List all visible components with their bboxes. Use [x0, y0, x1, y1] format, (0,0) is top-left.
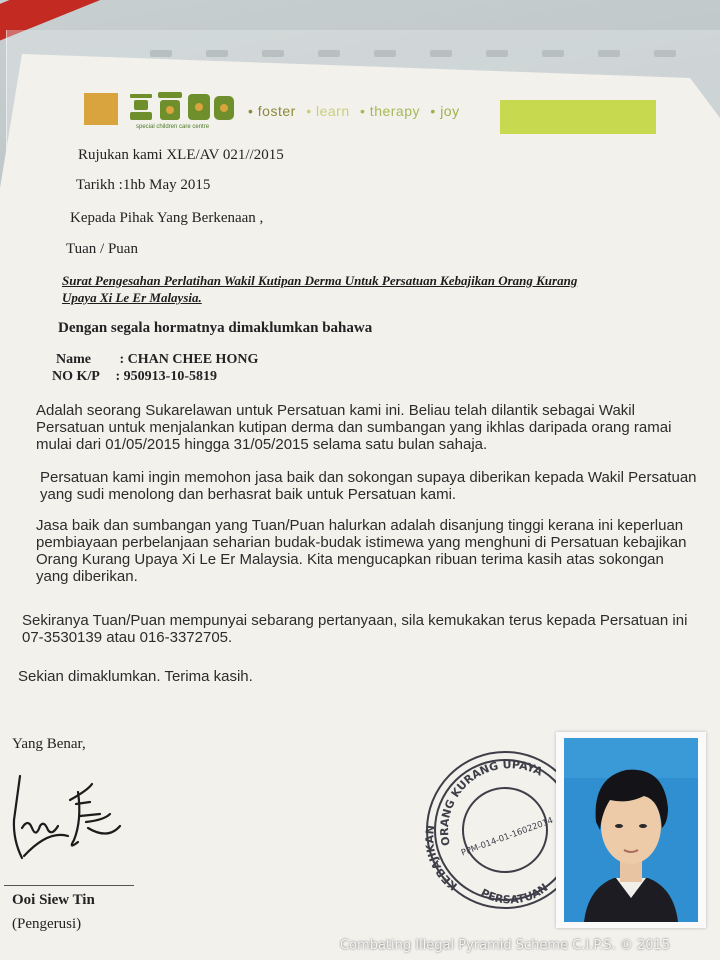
salutation: Tuan / Puan [66, 241, 138, 257]
paragraph-5 [18, 668, 678, 685]
name-label: Name [56, 352, 91, 367]
watermark: Combating Illegal Pyramid Scheme C.I.P.S. © 2015 [340, 938, 671, 953]
paragraph-line: Persatuan kami ingin memohon jasa baik dan sokongan supaya diberikan kepada Wakil Persatuan [40, 469, 697, 486]
letter-date: Tarikh :1hb May 2015 [76, 177, 211, 193]
stamp-bottom-text: PERSATUAN [478, 881, 551, 907]
logo-subtitle: special children care centre [136, 124, 210, 130]
tag-therapy: • therapy [360, 103, 421, 119]
tag-learn: • learn [306, 103, 350, 119]
paragraph-line: pembiayaan perbelanjaan seharian budak-budak istimewa yang menghuni di Persatuan kebajikan [36, 534, 687, 551]
handwritten-signature [8, 770, 138, 870]
logo-square [84, 93, 118, 125]
subject-line-1: Surat Pengesahan Perlatihan Wakil Kutipan Derma Untuk Persatuan Kebajikan Orang Kurang [62, 273, 578, 288]
id-row [52, 369, 217, 385]
closing: Yang Benar, [12, 736, 86, 752]
signatory-name: Ooi Siew Tin [12, 892, 95, 908]
stamp-registration-number: PPM-014-01-16022014 [459, 815, 555, 859]
paragraph-2 [40, 469, 700, 503]
subject-line-2: Upaya Xi Le Er Malaysia. [62, 290, 202, 305]
paragraph-line: Sekian dimaklumkan. Terima kasih. [18, 668, 253, 685]
paragraph-line: mulai dari 01/05/2015 hingga 31/05/2015 selama satu bulan sahaja. [36, 436, 488, 453]
reference-number: Rujukan kami XLE/AV 021//2015 [78, 147, 284, 163]
paragraph-3 [36, 517, 696, 585]
paragraph-line: yang sudi menolong dan berhasrat baik untuk Persatuan kami. [40, 486, 457, 503]
organization-logo [128, 90, 238, 124]
name-value: : CHAN CHEE HONG [119, 352, 259, 367]
stamp-left-text: KEBAJIKAN [423, 824, 460, 893]
intro-line: Dengan segala hormatnya dimaklumkan bahawa [58, 320, 373, 336]
svg-text:PERSATUAN [478, 881, 550, 907]
name-row [56, 352, 258, 368]
paragraph-line: Orang Kurang Upaya Xi Le Er Malaysia. Kita mengucapkan ribuan terima kasih atas sokongan [36, 551, 664, 568]
paragraph-line: Persatuan untuk menjalankan kutipan derma dan sumbangan yang ikhlas daripada orang ramai [36, 419, 672, 436]
binder-holes [150, 50, 690, 64]
tag-joy: • joy [430, 103, 460, 119]
id-label: NO K/P [52, 369, 100, 384]
letter-subject [62, 272, 662, 306]
stamp-top-text: ORANG KURANG UPAYA [438, 758, 545, 847]
paragraph-1 [36, 402, 696, 453]
signatory-title: (Pengerusi) [12, 916, 82, 932]
paragraph-line: Jasa baik dan sumbangan yang Tuan/Puan halurkan adalah disanjung tinggi kerana ini keperluan [36, 517, 684, 534]
passport-photo-frame [556, 732, 706, 928]
addressee: Kepada Pihak Yang Berkenaan , [70, 210, 264, 226]
passport-photo [564, 738, 698, 922]
tag-foster: • foster [248, 103, 296, 119]
letterhead-green-band [500, 100, 656, 134]
id-value: : 950913-10-5819 [115, 369, 217, 384]
paragraph-line: yang diberikan. [36, 568, 138, 585]
paragraph-line: Sekiranya Tuan/Puan mempunyai sebarang pertanyaan, sila kemukakan terus kepada Persatuan ini [22, 612, 688, 629]
signature-line [4, 885, 134, 886]
letterhead-tagline [248, 103, 466, 119]
paragraph-line: 07-3530139 atau 016-3372705. [22, 629, 233, 646]
paragraph-line: Adalah seorang Sukarelawan untuk Persatuan kami ini. Beliau telah dilantik sebagai Wakil [36, 402, 635, 419]
paragraph-4 [22, 612, 688, 646]
